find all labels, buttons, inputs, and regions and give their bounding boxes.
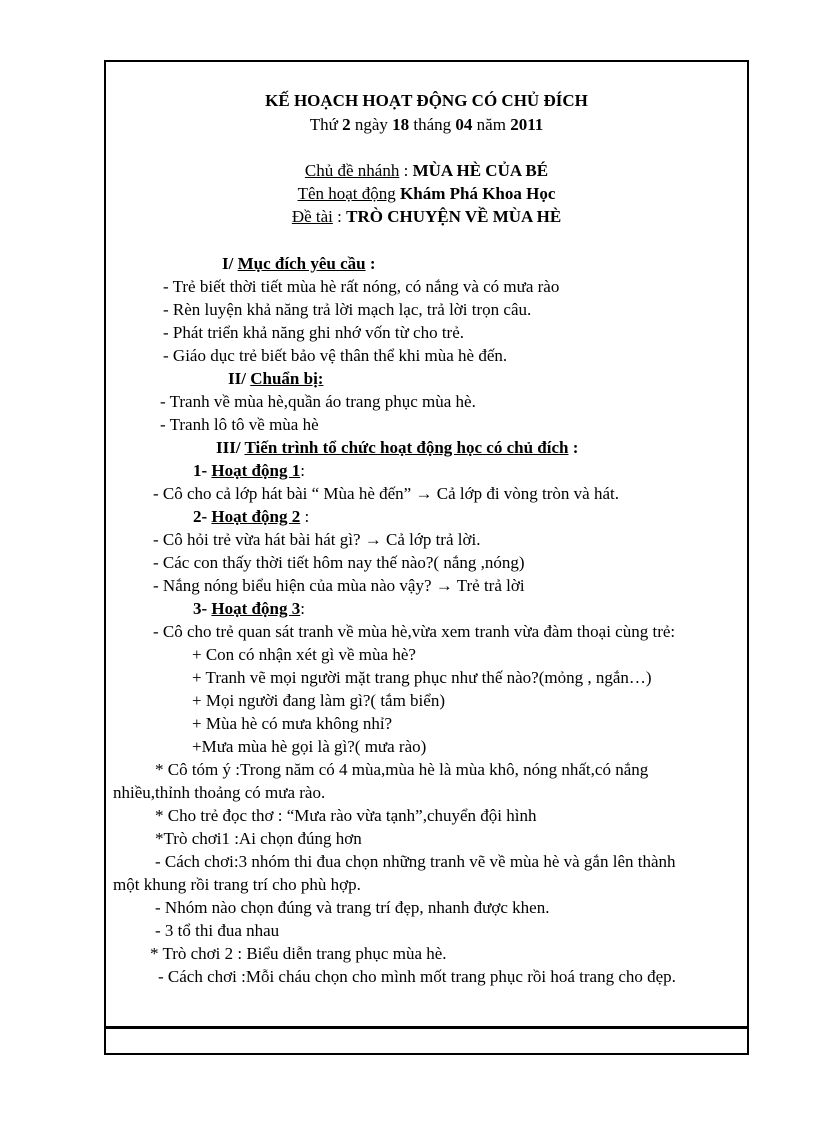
question-item: + Tranh vẽ mọi người mặt trang phục như thế nào?(mỏng , ngắn…) [192, 668, 652, 687]
list-item: - Giáo dục trẻ biết bảo vệ thân thể khi mùa hè đến. [163, 346, 508, 365]
game2-rule: - Cách chơi :Mỗi cháu chọn cho mình mốt trang phục rồi hoá trang cho đẹp. [158, 967, 676, 986]
bottom-rule [104, 1026, 749, 1029]
activity3-heading: 3- Hoạt động 3: [193, 599, 305, 618]
game1-teams: - 3 tổ thi đua nhau [155, 921, 280, 940]
game2-title: * Trò chơi 2 : Biểu diễn trang phục mùa hè. [150, 944, 447, 963]
page-title: KẾ HOẠCH HOẠT ĐỘNG CÓ CHỦ ĐÍCH [265, 91, 588, 110]
section3-heading: III/ Tiến trình tổ chức hoạt động học có chủ đích : [216, 438, 579, 457]
game1-win: - Nhóm nào chọn đúng và trang trí đẹp, nhanh được khen. [155, 898, 550, 917]
poem-line: * Cho trẻ đọc thơ : “Mưa rào vừa tạnh”,chuyển đội hình [155, 806, 537, 825]
question-item: + Mọi người đang làm gì?( tắm biển) [192, 691, 445, 710]
list-item: - Cô cho cả lớp hát bài “ Mùa hè đến” → Cả lớp đi vòng tròn và hát. [153, 484, 619, 503]
question-item: + Con có nhận xét gì về mùa hè? [192, 645, 416, 664]
list-item: - Các con thấy thời tiết hôm nay thế nào?( nắng ,nóng) [153, 553, 525, 572]
list-item: - Tranh về mùa hè,quần áo trang phục mùa hè. [160, 392, 476, 411]
activity2-heading: 2- Hoạt động 2 : [193, 507, 310, 526]
summary-line: * Cô tóm ý :Trong năm có 4 mùa,mùa hè là mùa khô, nóng nhất,có nắng [155, 760, 649, 779]
game1-rule: một khung rồi trang trí cho phù hợp. [113, 875, 361, 894]
game1-title: *Trò chơi1 :Ai chọn đúng hơn [155, 829, 362, 848]
list-item: - Trẻ biết thời tiết mùa hè rất nóng, có nắng và có mưa rào [163, 277, 560, 296]
summary-line: nhiều,thỉnh thoảng có mưa rào. [113, 783, 326, 802]
subject-line: Đề tài : TRÒ CHUYỆN VỀ MÙA HÈ [291, 207, 562, 226]
date-line: Thứ 2 ngày 18 tháng 04 năm 2011 [309, 115, 544, 134]
question-item: +Mưa mùa hè gọi là gì?( mưa rào) [192, 737, 427, 756]
topic-line: Chủ đề nhánh : MÙA HÈ CỦA BÉ [304, 161, 549, 180]
list-item: - Phát triển khả năng ghi nhớ vốn từ cho trẻ. [163, 323, 465, 342]
activity1-heading: 1- Hoạt động 1: [193, 461, 305, 480]
list-item: - Rèn luyện khả năng trả lời mạch lạc, trả lời trọn câu. [163, 300, 532, 319]
section2-heading: II/ Chuẩn bị: [228, 369, 324, 388]
list-item: - Tranh lô tô về mùa hè [160, 415, 319, 434]
activity-line: Tên hoạt động Khám Phá Khoa Học [297, 184, 556, 203]
list-item: - Cô hỏi trẻ vừa hát bài hát gì? → Cả lớp trả lời. [153, 530, 481, 549]
section1-heading: I/ Mục đích yêu cầu : [222, 254, 376, 273]
list-item: - Nắng nóng biểu hiện của mùa nào vậy? → Trẻ trả lời [153, 576, 525, 595]
question-item: + Mùa hè có mưa không nhỉ? [192, 714, 393, 733]
game1-rule: - Cách chơi:3 nhóm thi đua chọn những tranh vẽ về mùa hè và gắn lên thành [155, 852, 676, 871]
list-item: - Cô cho trẻ quan sát tranh về mùa hè,vừa xem tranh vừa đàm thoại cùng trẻ: [153, 622, 676, 641]
